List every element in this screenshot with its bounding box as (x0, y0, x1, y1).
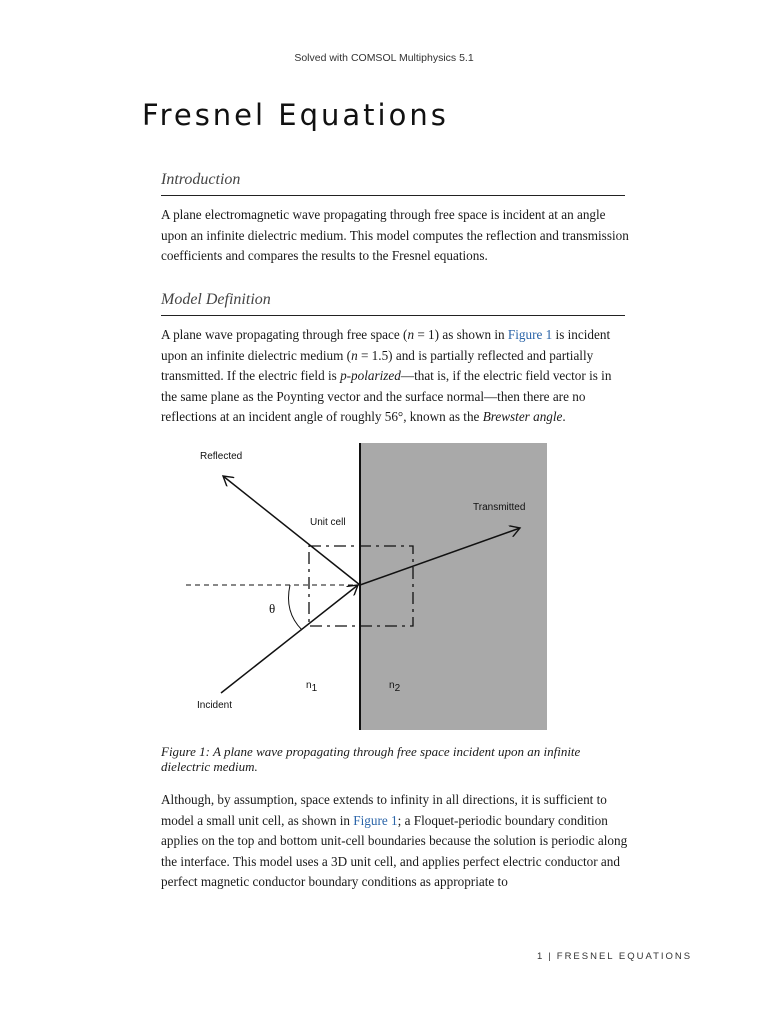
figure-1-link-2[interactable]: Figure 1 (353, 812, 398, 828)
p-polarized-term: p-polarized (340, 368, 401, 383)
n1-label: n1 (306, 680, 318, 694)
brewster-angle-term: Brewster angle (482, 409, 563, 424)
footer-running-title: FRESNEL EQUATIONS (556, 951, 693, 962)
figure-1-link[interactable]: Figure 1 (507, 327, 553, 342)
n2-label: n2 (389, 680, 401, 694)
incident-label: Incident (197, 700, 233, 711)
page-title: Fresnel Equations (142, 98, 449, 132)
footer-separator: | (548, 951, 551, 962)
unit-cell-label: Unit cell (310, 517, 346, 528)
theta-label: θ (269, 601, 276, 616)
page-footer (537, 951, 692, 962)
reflected-ray (223, 476, 360, 585)
theta-arc (289, 585, 303, 630)
figure-1 (180, 440, 560, 740)
running-head: Solved with COMSOL Multiphysics 5.1 (294, 52, 474, 64)
introduction-heading: Introduction (161, 171, 625, 196)
model-definition-paragraph: A plane wave propagating through free space (n = 1) as shown in Figure 1 is incident upon an infinite dielectric medium (n = 1.5) and is partially reflected and partially transmitted. If the electric field is p-polarized—that is, if the electric field vector is in the same plane as the Poynting vector and the surface normal—then there are no reflections at an incident angle of roughly 56°, known as the Brewster angle. (161, 327, 612, 424)
introduction-paragraph: A plane electromagnetic wave propagating through free space is incident at an angle upon an infinite dielectric medium. This model computes the reflection and transmission coefficients and compares the results to the Fresnel equations. (161, 207, 629, 263)
figure-caption: Figure 1: A plane wave propagating through free space incident upon an infinite dielectric medium. (161, 744, 581, 774)
transmitted-label: Transmitted (473, 502, 526, 513)
incident-ray (221, 585, 358, 693)
model-definition-heading: Model Definition (161, 291, 625, 316)
page-number: 1 (537, 951, 543, 962)
unit-cell-paragraph: Although, by assumption, space extends to infinity in all directions, it is sufficient to model a small unit cell, as shown in Figure 1; a Floquet-periodic boundary condition applies on the top and bottom unit-cell boundaries because the solution is periodic along the interface. This model uses a 3D unit cell, and applies perfect electric conductor and perfect magnetic conductor boundary conditions as appropriate to (161, 792, 628, 889)
reflected-label: Reflected (200, 451, 243, 462)
